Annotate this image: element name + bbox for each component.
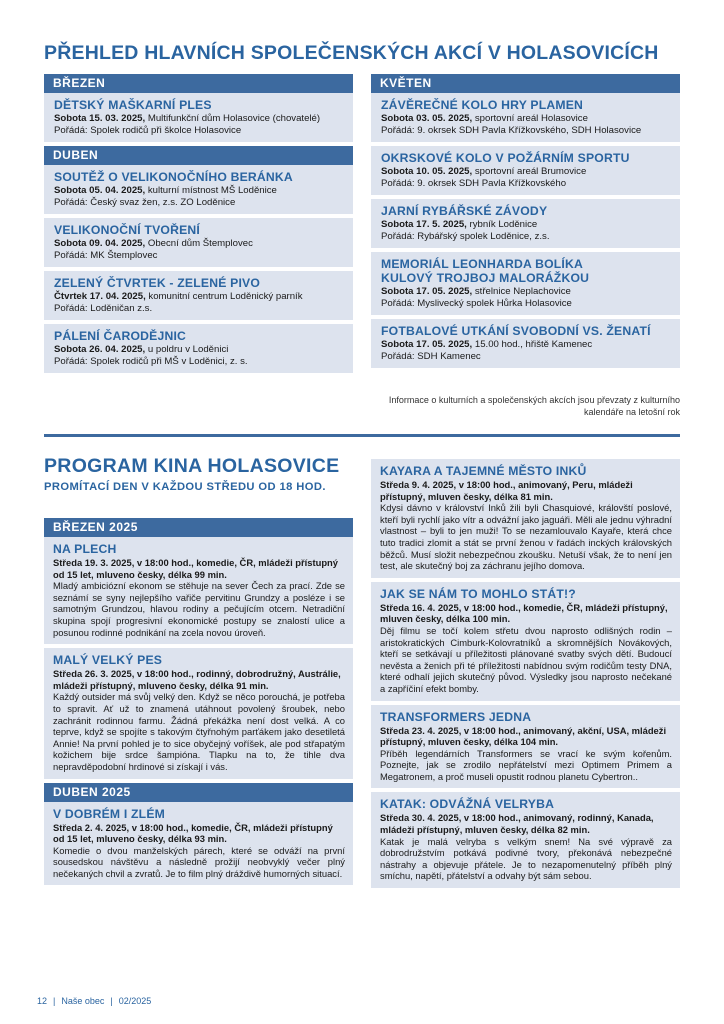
month-bar: KVĚTEN [371, 74, 680, 93]
event-item [44, 271, 353, 320]
event-date-line: Sobota 10. 05. 2025, sportovní areál Brumovice [381, 166, 587, 177]
event-date-line: Sobota 15. 03. 2025, Multifunkční dům Holasovice (chovatelé) [54, 113, 321, 124]
event-organizer: Pořádá: Myslivecký spolek Hůrka Holasovice [381, 298, 572, 309]
event-date-line: Sobota 17. 05. 2025, střelnice Neplachovice [381, 286, 571, 297]
movie-title: MALÝ VELKÝ PES [53, 653, 163, 668]
event-date-line: Sobota 17. 05. 2025, 15.00 hod., hřiště Kamenec [381, 339, 593, 350]
event-organizer: Pořádá: SDH Kamenec [381, 351, 481, 362]
page-number: 12 [37, 996, 48, 1006]
month-bar: DUBEN 2025 [44, 783, 353, 802]
movie-item [371, 582, 680, 701]
event-title: ZÁVĚREČNÉ KOLO HRY PLAMEN [381, 98, 584, 112]
event-date-line: Sobota 09. 04. 2025, Obecní dům Štemplovec [54, 238, 253, 249]
month-bar: DUBEN [44, 146, 353, 165]
event-item [44, 93, 353, 142]
event-date-line: Sobota 05. 04. 2025, kulturní místnost MŠ Loděnice [54, 185, 277, 196]
movie-title: TRANSFORMERS JEDNA [380, 709, 532, 724]
event-title: ZELENÝ ČTVRTEK - ZELENÉ PIVO [54, 276, 261, 290]
event-item [44, 324, 353, 373]
event-title: SOUTĚŽ O VELIKONOČNÍHO BERÁNKA [54, 170, 293, 184]
event-title: VELIKONOČNÍ TVOŘENÍ [54, 223, 200, 237]
event-item [44, 218, 353, 267]
event-organizer: Pořádá: Český svaz žen, z.s. ZO Loděnice [54, 197, 236, 208]
movie-description: Komedie o dvou manželských párech, které se odváží na první sousedskou návštěvu a následně prožijí neobvyklý večer plný nečekaných chvil a zvratů. Je to film plný dráždivě humorných situací. [53, 844, 345, 879]
events-note: Informace o kulturních a společenských akcích jsou převzaty z kulturního kalendáře na letošní rok [388, 395, 680, 417]
movie-meta: Středa 9. 4. 2025, v 18:00 hod., animovaný, Peru, mládeži přístupný, mluven česky, délka 81 min. [380, 479, 633, 502]
movie-meta: Středa 2. 4. 2025, v 18:00 hod., komedie, ČR, mládeži přístupný od 15 let, mluveno česky, délka 93 min. [53, 821, 333, 845]
event-item [371, 319, 680, 368]
page-footer: 12 | Naše obec | 02/2025 [37, 996, 152, 1006]
movie-title: NA PLECH [53, 542, 117, 556]
movie-item [371, 459, 680, 578]
month-bar: BŘEZEN [44, 74, 353, 93]
event-title: FOTBALOVÉ UTKÁNÍ SVOBODNÍ VS. ŽENATÍ [381, 324, 651, 338]
event-organizer: Pořádá: Rybářský spolek Loděnice, z.s. [381, 231, 550, 242]
cinema-right-column [371, 459, 680, 892]
cinema-left-column [44, 518, 353, 889]
movie-description: Příběh legendárních Transformers se vrací ke svým kořenům. Poznejte, jak se zrodilo nepřátelství mezi Optimem Primem a Megatronem, a proč museli opustit rodnou planetu Cybertron.. [380, 747, 672, 782]
event-date-line: Sobota 26. 04. 2025, u poldru v Loděnici [54, 344, 229, 355]
movie-title: KAYARA A TAJEMNÉ MĚSTO INKŮ [380, 464, 587, 478]
movie-title: KATAK: ODVÁŽNÁ VELRYBA [380, 797, 555, 812]
movie-description: Děj filmu se točí kolem střetu dvou naprosto odlišných rodin – aristokratických Cimburk-Kolovratníků a skromnějších Novákových, kteří se setkávají u příležitosti plánované svatby svých dětí. Budoucí nevěsta a ženich při té příležitosti nabídnou svým rodičům testy DNA, které odhalí jejich skutečný původ. Výsledky jsou naprosto nečekané a zapříčiní efekt bomby. [380, 624, 672, 694]
event-item [371, 199, 680, 248]
movie-meta: Středa 16. 4. 2025, v 18:00 hod., komedie, ČR, mládeži přístupný, mluven česky, délka 100 min. [380, 601, 668, 625]
month-bar: BŘEZEN 2025 [44, 518, 353, 537]
event-title: JARNÍ RYBÁŘSKÉ ZÁVODY [381, 204, 548, 218]
event-item [371, 93, 680, 142]
movie-meta: Středa 30. 4. 2025, v 18:00 hod., animovaný, rodinný, Kanada, mládeži přístupný, mluven česky, délka 82 min. [380, 812, 654, 836]
movie-title: JAK SE NÁM TO MOHLO STÁT!? [380, 586, 576, 601]
event-organizer: Pořádá: 9. okrsek SDH Pavla Křížkovského, SDH Holasovice [381, 125, 642, 136]
event-date-line: Sobota 17. 5. 2025, rybník Loděnice [381, 219, 538, 230]
event-organizer: Pořádá: Spolek rodičů při MŠ v Loděnici, z. s. [54, 356, 248, 367]
movie-item [44, 648, 353, 778]
event-organizer: Pořádá: Loděničan z.s. [54, 303, 153, 314]
movie-item [371, 705, 680, 789]
movie-meta: Středa 23. 4. 2025, v 18:00 hod., animovaný, akční, USA, mládeži přístupný, mluven česky, délka 104 min. [380, 724, 667, 748]
cinema-subtitle: PROMÍTACÍ DEN V KAŽDOU STŘEDU OD 18 HOD. [44, 481, 326, 493]
event-item [371, 146, 680, 195]
movie-description: Kdysi dávno v království Inků žili byli Chasquiové, královští poslové, kteří byli rychlí jako vítr a odvážní jako jaguáři. Měli ale jednu výhradní vlastnost – byli to jen muži! To se nezamlouvalo Kayaře, která chce tuto tradici zlomit a stát se první ženou v řadách inckých královských běžců. Musí složit nebezpečnou zkoušku. Netuší však, že to není jen test, ale skutečný boj za záchranu jejího domova. [380, 502, 672, 572]
events-right-column [371, 74, 680, 372]
movie-description: Každý outsider má svůj velký den. Když se něco porouchá, je potřeba to spravit. Ať už to znamená utáhnout povolený šroubek, nebo zachránit rodinnou farmu. Žádná překážka není dost velká. A co teprve, když se spojíte s takovým čtyřnohým parťákem jako desetiletá Annie! Na první pohled je to sice obyčejný voříšek, ale pod střapatým kožichem bije srdce šampióna. Tlapku na to, že tihle dva nepravděpodobní hrdinové si získají i vás. [53, 691, 345, 772]
movie-item [44, 537, 353, 644]
event-organizer: Pořádá: MK Štemplovec [54, 250, 158, 261]
event-title: MEMORIÁL LEONHARDA BOLÍKA KULOVÝ TROJBOJ MALORÁŽKOU [381, 257, 590, 285]
movie-meta: Středa 26. 3. 2025, v 18:00 hod., rodinný, dobrodružný, Austrálie, mládeži přístupný, mluveno česky, délka 91 min. [53, 668, 341, 691]
event-title: OKRSKOVÉ KOLO V POŽÁRNÍM SPORTU [381, 151, 630, 165]
movie-item [371, 792, 680, 888]
event-organizer: Pořádá: Spolek rodičů při školce Holasovice [54, 125, 242, 136]
section-divider [44, 434, 680, 437]
cinema-title: PROGRAM KINA HOLASOVICE [44, 455, 340, 477]
event-item [371, 252, 680, 315]
movie-description: Mladý ambiciózní ekonom se stěhuje na sever Čech za prací. Zde se seznámí se syny nejlepšího vařiče pervitinu Grundzy a posléze i se samotným Grundzou, hlavou rodiny a pečujícím otcem. Netradiční skupina spojí progresivní ekonomické postupy se znalostí ulice a posunou rodinné podnikání na zcela novou úroveň. [53, 580, 345, 638]
event-title: DĚTSKÝ MAŠKARNÍ PLES [54, 98, 212, 112]
event-organizer: Pořádá: 9. okrsek SDH Pavla Křížkovského [381, 178, 567, 189]
event-item [44, 165, 353, 214]
events-title: PŘEHLED HLAVNÍCH SPOLEČENSKÝCH AKCÍ V HOLASOVICÍCH [44, 42, 659, 64]
event-date-line: Čtvrtek 17. 04. 2025, komunitní centrum Loděnický parník [54, 291, 303, 302]
event-title: PÁLENÍ ČARODĚJNIC [54, 329, 187, 343]
events-left-column [44, 74, 353, 377]
magazine-name: Naše obec [61, 996, 105, 1006]
event-date-line: Sobota 03. 05. 2025, sportovní areál Holasovice [381, 113, 588, 124]
movie-item [44, 802, 353, 886]
movie-title: V DOBRÉM I ZLÉM [53, 806, 166, 821]
issue-number: 02/2025 [118, 996, 152, 1006]
movie-meta: Středa 19. 3. 2025, v 18:00 hod., komedie, ČR, mládeži přístupný od 15 let, mluveno česky, délka 99 min. [53, 557, 338, 580]
movie-description: Katak je malá velryba s velkým snem! Na své výpravě za dobrodružstvím potkává podivné tvory, překonává nebezpečné nástrahy a objevuje přátele. Je to nezapomenutelný příběh plný smíchu, napětí, přátelství a odvahy být sám sebou. [380, 835, 672, 882]
